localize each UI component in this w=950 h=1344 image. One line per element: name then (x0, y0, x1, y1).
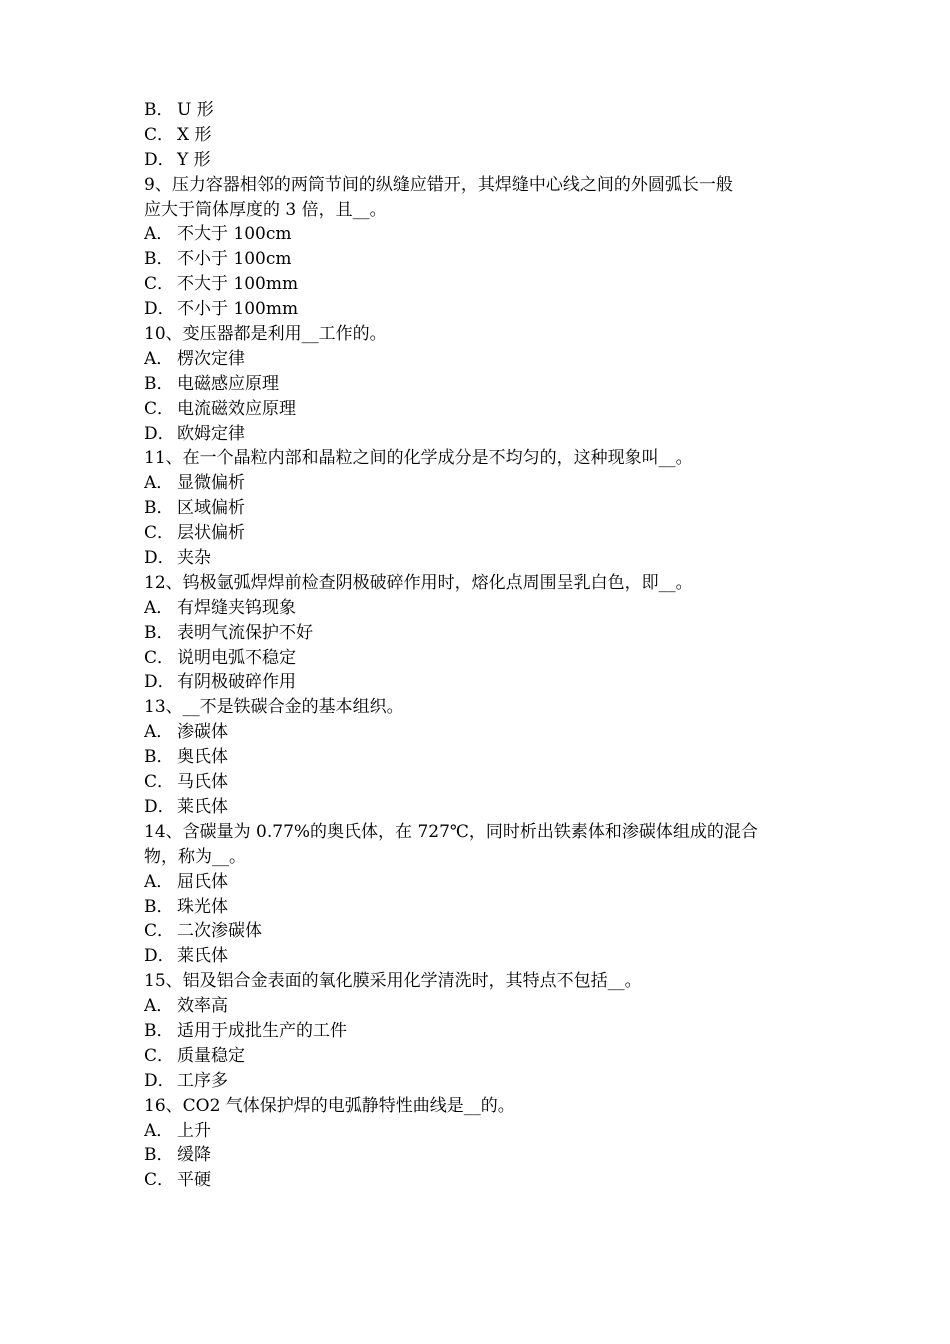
option-b (144, 1143, 814, 1168)
option-text: 屈氏体 (177, 871, 228, 892)
question-11 (144, 446, 814, 570)
option-text: 缓降 (177, 1145, 211, 1166)
option-text: 上升 (177, 1120, 211, 1141)
option-c (144, 123, 814, 148)
question-text-continued: 物，称为__。 (144, 846, 246, 867)
option-label: D． (144, 299, 175, 320)
option-a (144, 596, 814, 621)
option-d (144, 670, 814, 695)
option-label: D． (144, 1070, 175, 1091)
option-label: D． (144, 946, 175, 967)
question-16 (144, 1094, 814, 1194)
question-15 (144, 969, 814, 1093)
question-text: 15、铝及铝合金表面的氧化膜采用化学清洗时，其特点不包括__。 (144, 971, 642, 992)
option-label: C． (144, 124, 175, 145)
option-text: Y 形 (177, 149, 211, 170)
question-14 (144, 820, 814, 969)
option-a (144, 720, 814, 745)
option-text: 夹杂 (177, 548, 211, 569)
option-c (144, 1168, 814, 1193)
option-label: C． (144, 1045, 175, 1066)
option-label: A． (144, 871, 174, 892)
option-c (144, 397, 814, 422)
option-d (144, 297, 814, 322)
document-page (144, 98, 814, 1193)
option-text: 层状偏析 (177, 523, 245, 544)
option-label: C． (144, 1170, 175, 1191)
option-label: B． (144, 498, 174, 519)
question-text: 16、CO2 气体保护焊的电弧静特性曲线是__的。 (144, 1095, 515, 1116)
option-text: 说明电弧不稳定 (177, 647, 296, 668)
option-label: C． (144, 772, 175, 793)
option-label: A． (144, 224, 174, 245)
option-text: 二次渗碳体 (177, 921, 262, 942)
option-label: C． (144, 647, 175, 668)
option-c (144, 919, 814, 944)
option-label: D． (144, 672, 175, 693)
option-text: X 形 (177, 124, 212, 145)
option-text: 不大于 100mm (177, 274, 299, 295)
option-c (144, 646, 814, 671)
option-label: B． (144, 100, 174, 120)
question-text: 10、变压器都是利用__工作的。 (144, 324, 387, 345)
option-label: D． (144, 548, 175, 569)
option-b (144, 496, 814, 521)
question-9 (144, 173, 814, 322)
option-label: A． (144, 722, 174, 743)
option-text: U 形 (177, 100, 214, 120)
option-c (144, 1044, 814, 1069)
option-text: 工序多 (177, 1070, 228, 1091)
lead-options (144, 98, 814, 173)
question-text: 13、__不是铁碳合金的基本组织。 (144, 697, 404, 718)
option-c (144, 770, 814, 795)
question-10 (144, 322, 814, 446)
option-label: A． (144, 996, 174, 1017)
option-label: C． (144, 523, 175, 544)
option-label: D． (144, 149, 175, 170)
question-text: 14、含碳量为 0.77%的奥氏体，在 727℃，同时析出铁素体和渗碳体组成的混合 (144, 821, 758, 842)
option-text: 奥氏体 (177, 747, 228, 768)
option-text: 区域偏析 (177, 498, 245, 519)
option-d (144, 944, 814, 969)
option-b (144, 745, 814, 770)
option-text: 表明气流保护不好 (177, 622, 313, 643)
option-label: C． (144, 398, 175, 419)
option-label: D． (144, 796, 175, 817)
option-b (144, 372, 814, 397)
option-b (144, 247, 814, 272)
option-a (144, 471, 814, 496)
option-b (144, 1019, 814, 1044)
option-label: A． (144, 348, 174, 369)
option-b (144, 621, 814, 646)
option-a (144, 994, 814, 1019)
option-b (144, 98, 814, 123)
option-text: 珠光体 (177, 896, 228, 917)
option-label: C． (144, 274, 175, 295)
option-text: 不大于 100cm (177, 224, 292, 245)
option-label: D． (144, 423, 175, 444)
option-text: 欧姆定律 (177, 423, 245, 444)
option-text: 莱氏体 (177, 796, 228, 817)
option-d (144, 422, 814, 447)
option-b (144, 895, 814, 920)
question-text: 12、钨极氩弧焊焊前检查阴极破碎作用时，熔化点周围呈乳白色，即__。 (144, 572, 693, 593)
option-c (144, 521, 814, 546)
option-text: 效率高 (177, 996, 228, 1017)
question-12 (144, 571, 814, 695)
option-d (144, 546, 814, 571)
option-d (144, 795, 814, 820)
option-a (144, 222, 814, 247)
option-label: B． (144, 747, 174, 768)
option-a (144, 347, 814, 372)
option-text: 质量稳定 (177, 1045, 245, 1066)
option-text: 有阴极破碎作用 (177, 672, 296, 693)
option-label: C． (144, 921, 175, 942)
option-label: B． (144, 1145, 174, 1166)
option-label: A． (144, 473, 174, 494)
option-label: B． (144, 896, 174, 917)
option-label: B． (144, 249, 174, 270)
question-text: 9、压力容器相邻的两筒节间的纵缝应错开，其焊缝中心线之间的外圆弧长一般 (144, 174, 733, 195)
option-c (144, 272, 814, 297)
option-text: 显微偏析 (177, 473, 245, 494)
option-text: 渗碳体 (177, 722, 228, 743)
option-label: A． (144, 1120, 174, 1141)
question-13 (144, 695, 814, 819)
option-text: 有焊缝夹钨现象 (177, 597, 296, 618)
option-text: 不小于 100mm (177, 299, 299, 320)
question-text-continued: 应大于筒体厚度的 3 倍，且__。 (144, 199, 387, 220)
option-text: 适用于成批生产的工件 (177, 1020, 347, 1041)
option-label: B． (144, 373, 174, 394)
option-text: 马氏体 (177, 772, 228, 793)
option-text: 不小于 100cm (177, 249, 292, 270)
option-text: 电流磁效应原理 (177, 398, 296, 419)
option-a (144, 1119, 814, 1144)
option-d (144, 1069, 814, 1094)
option-label: A． (144, 597, 174, 618)
option-text: 平硬 (177, 1170, 211, 1191)
option-text: 莱氏体 (177, 946, 228, 967)
option-label: B． (144, 1020, 174, 1041)
option-a (144, 870, 814, 895)
question-text: 11、在一个晶粒内部和晶粒之间的化学成分是不均匀的，这种现象叫__。 (144, 448, 693, 469)
option-d (144, 148, 814, 173)
option-label: B． (144, 622, 174, 643)
option-text: 楞次定律 (177, 348, 245, 369)
option-text: 电磁感应原理 (177, 373, 279, 394)
